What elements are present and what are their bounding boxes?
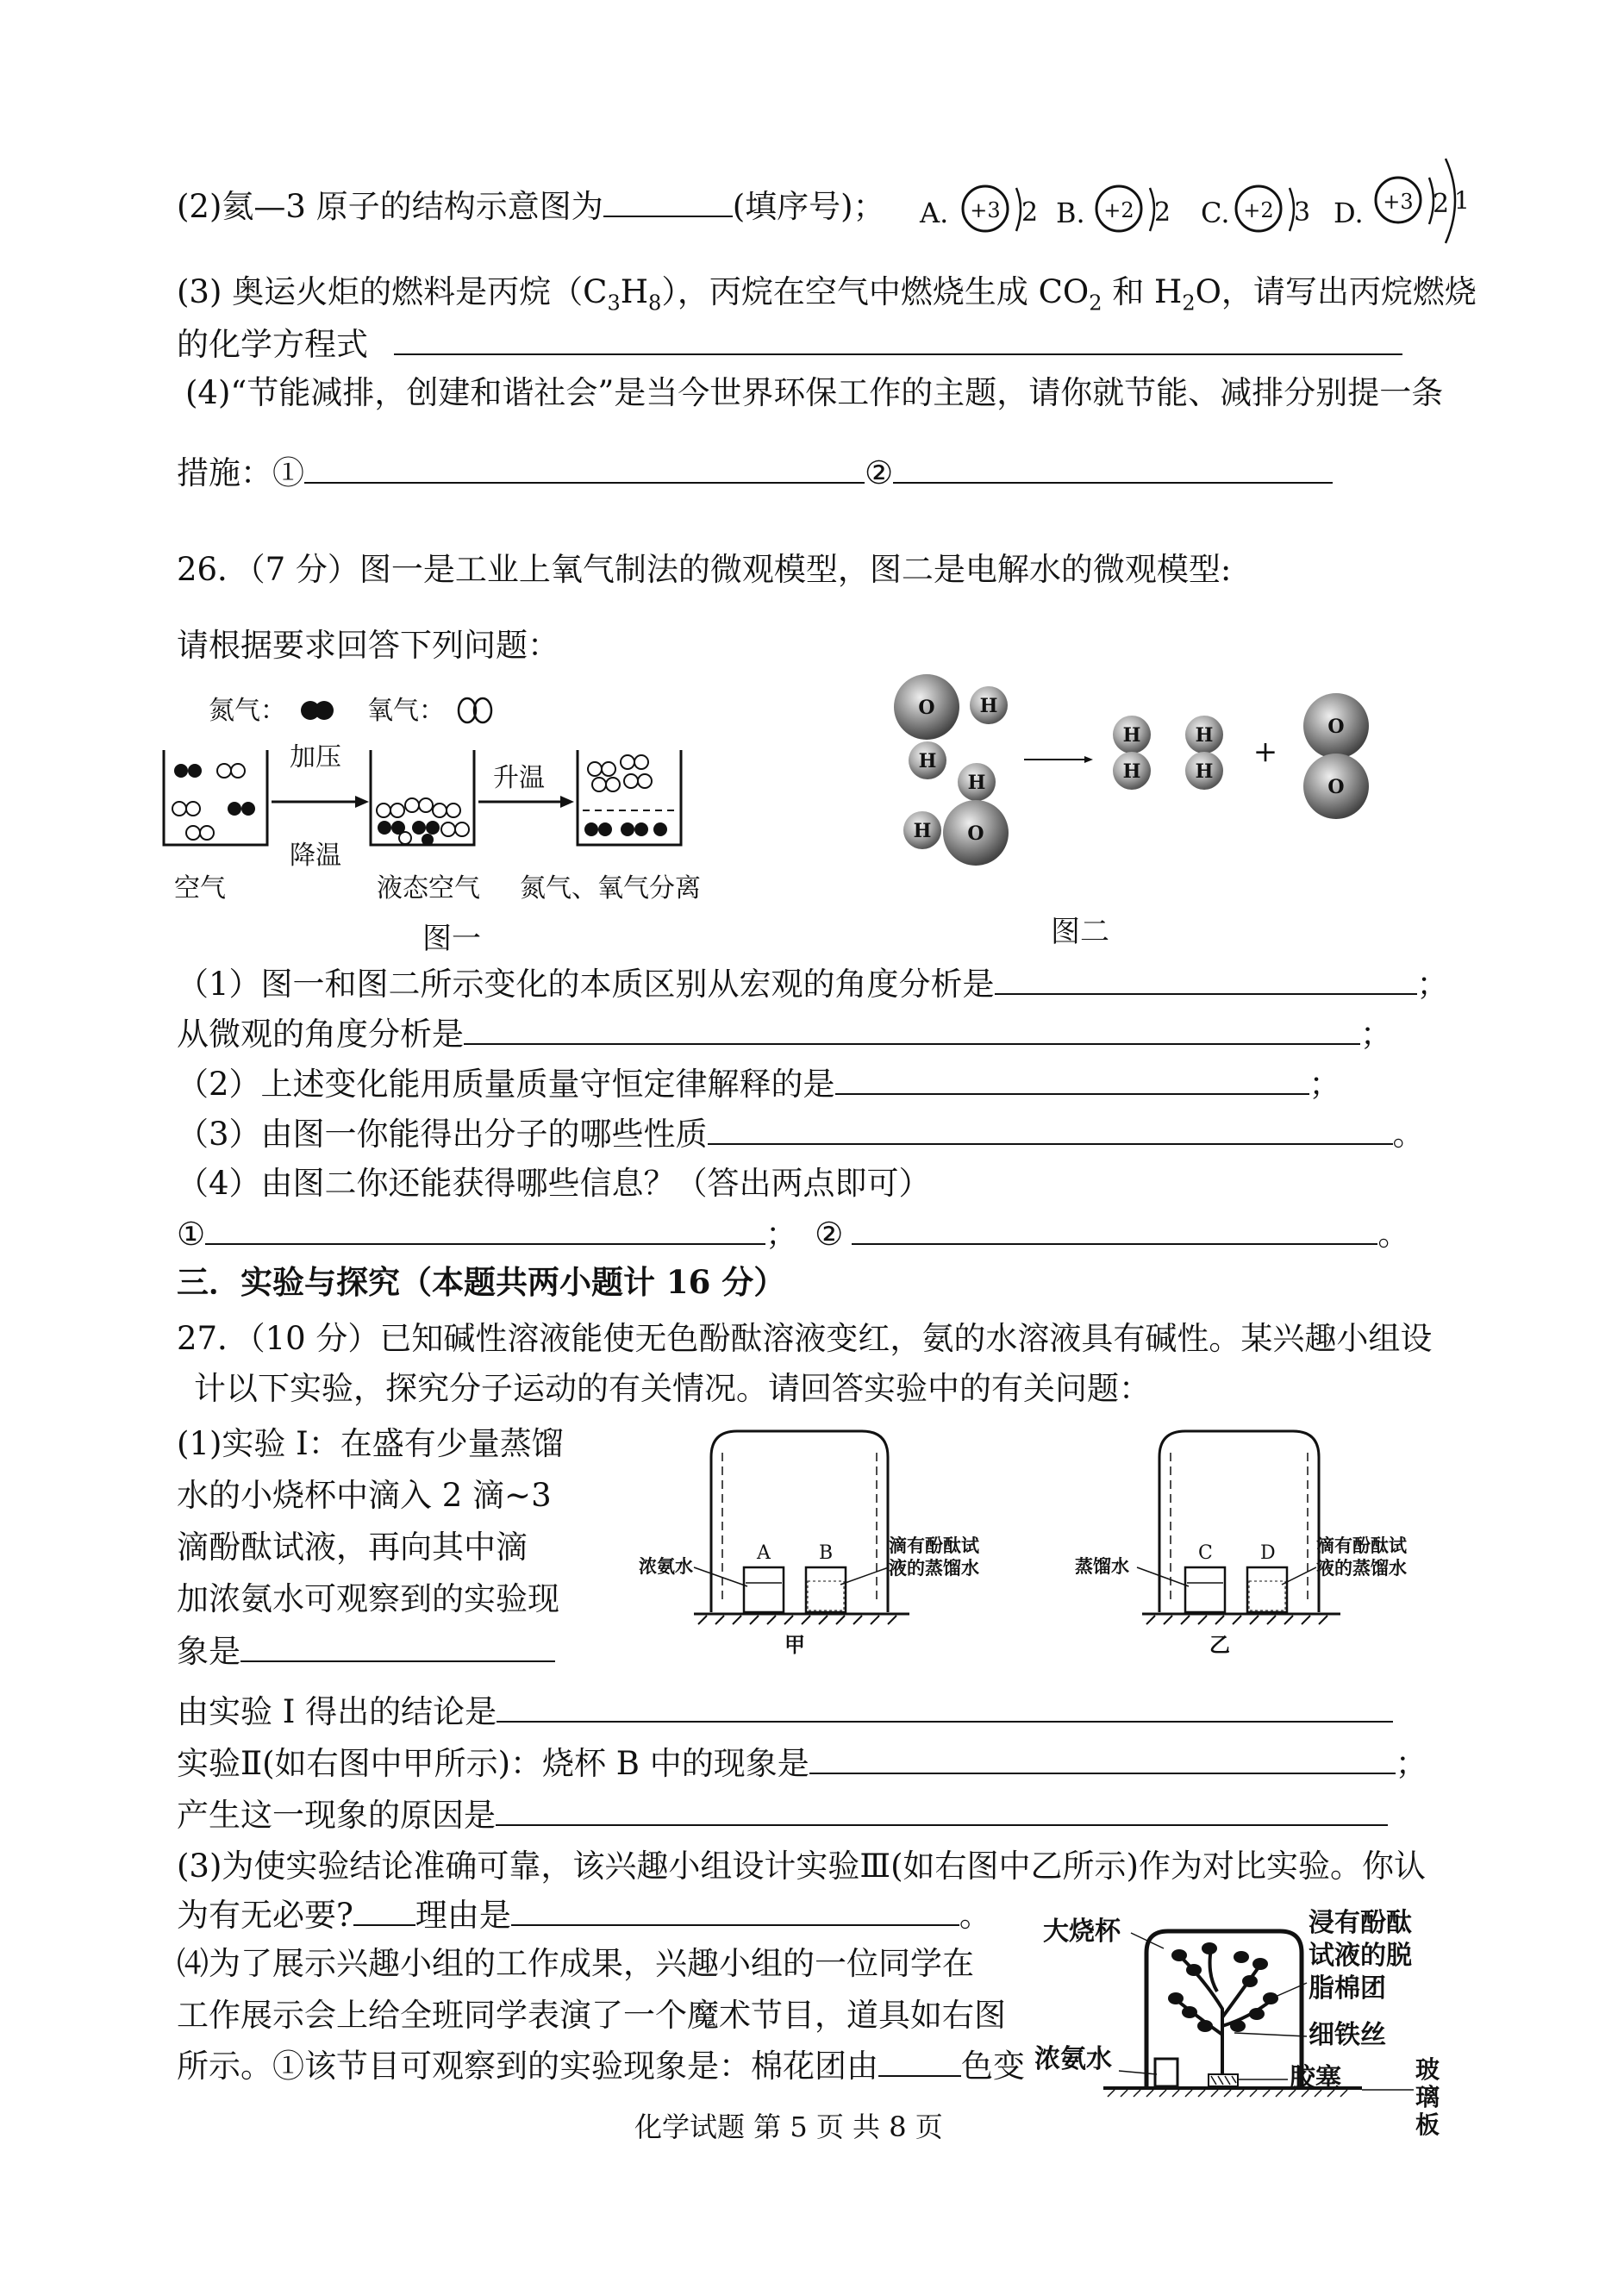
q27-part4-l2: 工作展示会上给全班同学表演了一个魔术节目，道具如右图: [177, 1997, 1006, 2034]
figure-2-caption: 图二: [1051, 915, 1109, 949]
svg-text:H: H: [1195, 760, 1214, 783]
q25-part3: (3) 奥运火炬的燃料是丙烷$(C_3H_8)$，丙烷在空气中燃烧生成 $CO_2$ 和 $H_2O$，请写出丙烷燃烧: [177, 273, 1477, 316]
q26-sub4: （4）由图二你还能获得哪些信息？（答出两点即可）: [177, 1165, 931, 1202]
q27-part1-l3: 滴酚酞试液，再向其中滴: [177, 1529, 528, 1566]
q27-part3-l1: (3)为使实验结论准确可靠，该兴趣小组设计实验Ⅲ(如右图中乙所示)作为对比实验。你认: [177, 1848, 1426, 1885]
q27-intro-1: 27．（10 分）已知碱性溶液能使无色酚酞溶液变红，氨的水溶液具有碱性。某兴趣小组设: [177, 1320, 1433, 1357]
q27-part1-l1: (1)实验 I：在盛有少量蒸馏: [177, 1425, 564, 1462]
q26-title: 26．（7 分）图一是工业上氧气制法的微观模型，图二是电解水的微观模型:: [177, 551, 1232, 588]
atom-letter: B.: [1056, 197, 1085, 229]
figure-2-water-electrolysis: [871, 672, 1474, 957]
svg-text:D: D: [1260, 1542, 1276, 1564]
svg-text:玻: 玻: [1415, 2055, 1440, 2084]
figure-1-oxygen-industrial: [155, 681, 741, 957]
svg-text:浸有酚酞: 浸有酚酞: [1309, 1908, 1412, 1938]
svg-text:胶塞: 胶塞: [1290, 2063, 1341, 2093]
svg-text:1: 1: [1454, 186, 1470, 215]
svg-text:O: O: [1327, 776, 1345, 798]
svg-text:空气: 空气: [174, 873, 226, 904]
answer-blank[interactable]: [809, 1743, 1396, 1774]
answer-blank[interactable]: [497, 1692, 1393, 1723]
svg-text:板: 板: [1415, 2111, 1440, 2139]
q27-conclusion: 由实验 I 得出的结论是: [177, 1692, 1393, 1732]
svg-text:O: O: [1327, 716, 1345, 738]
svg-text:2: 2: [1021, 197, 1039, 228]
atom-structure-options: [909, 147, 1478, 259]
svg-text:H: H: [1195, 724, 1214, 747]
svg-text:3: 3: [1294, 197, 1311, 228]
svg-text:H: H: [918, 750, 937, 772]
atom-letter: D.: [1334, 197, 1364, 229]
water-molecule-1: [894, 674, 1008, 779]
atom-letter: A.: [920, 197, 949, 229]
svg-text:2: 2: [1154, 197, 1171, 228]
answer-blank[interactable]: [511, 1895, 959, 1926]
equation-blank[interactable]: [394, 324, 1402, 355]
svg-text:试液的脱: 试液的脱: [1309, 1941, 1412, 1971]
q26-sub4-answers: ① ； ② 。: [177, 1216, 1410, 1253]
answer-blank[interactable]: [205, 1214, 765, 1245]
q27-part4-l1: ⑷为了展示兴趣小组的工作成果，兴趣小组的一位同学在: [177, 1945, 974, 1982]
liquid-air-molecules: [377, 798, 469, 846]
answer-blank[interactable]: [496, 1795, 1388, 1826]
svg-text:O: O: [918, 697, 935, 719]
svg-text:液的蒸馏水: 液的蒸馏水: [889, 1557, 979, 1579]
svg-text:浓氨水: 浓氨水: [639, 1555, 693, 1577]
q27-exp2: 实验Ⅱ(如右图中甲所示)：烧杯 B 中的现象是 ；: [177, 1745, 1427, 1782]
answer-blank[interactable]: [835, 1064, 1309, 1095]
atom-option-c: [1201, 186, 1310, 231]
svg-text:脂棉团: 脂棉团: [1309, 1973, 1386, 2004]
svg-text:升温: 升温: [493, 763, 545, 793]
atom-letter: C.: [1201, 197, 1230, 229]
legend-oxygen: 氧气：: [367, 696, 445, 726]
answer-blank[interactable]: [995, 964, 1417, 995]
svg-text:A: A: [757, 1542, 771, 1564]
q27-part1-l5: 象是: [177, 1631, 555, 1672]
q27-part4-l3: 所示。①该节目可观察到的实验现象是：棉花团由 色变: [177, 2048, 1025, 2085]
q27-reason: 产生这一现象的原因是: [177, 1795, 1388, 1835]
answer-blank[interactable]: [603, 186, 733, 217]
svg-text:H: H: [1122, 724, 1141, 747]
svg-text:H: H: [1122, 760, 1141, 783]
measure-blank-1[interactable]: [304, 453, 865, 484]
svg-text:+3: +3: [1383, 190, 1414, 214]
q27-part1-l4: 加浓氨水可观察到的实验现: [177, 1580, 559, 1617]
measure-blank-2[interactable]: [893, 453, 1333, 484]
atom-option-a: [919, 186, 1038, 231]
svg-text:蒸馏水: 蒸馏水: [1075, 1555, 1129, 1577]
svg-text:+: +: [1252, 735, 1278, 769]
svg-text:2: 2: [1433, 189, 1450, 219]
svg-text:液的蒸馏水: 液的蒸馏水: [1316, 1557, 1407, 1579]
q26-sub1: （1）图一和图二所示变化的本质区别从宏观的角度分析是 ；: [177, 966, 1449, 1003]
water-molecule-2: [903, 763, 1009, 866]
svg-text:B: B: [819, 1542, 834, 1564]
svg-text:降温: 降温: [290, 841, 341, 871]
page-footer: 化学试题 第 5 页 共 8 页: [634, 2111, 943, 2143]
answer-blank[interactable]: [353, 1895, 415, 1926]
air-molecules: [172, 764, 255, 840]
answer-blank[interactable]: [240, 1631, 555, 1662]
q27-intro-2: 计以下实验，探究分子运动的有关情况。请回答实验中的有关问题：: [194, 1370, 1151, 1407]
q26-sub1-micro: 从微观的角度分析是 ；: [177, 1016, 1392, 1053]
atom-option-b: [1056, 186, 1171, 231]
answer-blank[interactable]: [878, 2046, 961, 2077]
svg-text:滴有酚酞试: 滴有酚酞试: [889, 1535, 979, 1556]
atom-option-d: [1334, 159, 1470, 243]
svg-text:滴有酚酞试: 滴有酚酞试: [1316, 1535, 1407, 1556]
hydrogen-molecules: [1113, 716, 1223, 790]
q27-part1-l2: 水的小烧杯中滴入 2 滴~3: [177, 1477, 552, 1514]
svg-text:液态空气: 液态空气: [377, 873, 480, 904]
svg-text:璃: 璃: [1415, 2083, 1440, 2111]
magic-show-figure: [1034, 1905, 1448, 2233]
svg-text:细铁丝: 细铁丝: [1309, 2020, 1386, 2050]
svg-text:+2: +2: [1243, 198, 1274, 222]
svg-text:乙: 乙: [1209, 1632, 1230, 1657]
q25-part4-line2: 措施：① ②: [177, 453, 1333, 493]
figure-yi: [1075, 1431, 1408, 1657]
q26-sub2: （2）上述变化能用质量质量守恒定律解释的是 ；: [177, 1066, 1341, 1103]
oxygen-molecule: [1303, 693, 1369, 819]
svg-text:H: H: [967, 772, 986, 794]
q27-part3-l2: 为有无必要? 理由是 。: [177, 1897, 991, 1934]
svg-text:浓氨水: 浓氨水: [1034, 2044, 1112, 2074]
section-3-title: 三．实验与探究（本题共两小题计 16 分）: [177, 1263, 786, 1301]
svg-text:加压: 加压: [290, 742, 341, 772]
svg-text:+2: +2: [1103, 198, 1134, 222]
svg-text:+3: +3: [970, 198, 1001, 222]
svg-text:H: H: [913, 820, 932, 842]
svg-text:C: C: [1198, 1542, 1213, 1564]
experiment-figures: [634, 1414, 1496, 1664]
svg-text:O: O: [967, 822, 984, 845]
figure-1-caption: 图一: [422, 922, 481, 956]
q25-part3-line2: 的化学方程式: [177, 324, 1402, 365]
figure-jia: [639, 1431, 980, 1657]
separated-molecules: [583, 755, 676, 836]
q25-part4: (4)“节能减排，创建和谐社会”是当今世界环保工作的主题，请你就节能、减排分别提一条: [185, 374, 1444, 411]
svg-text:氮气、氧气分离: 氮气、氧气分离: [520, 873, 701, 904]
q26-sub3: （3）由图一你能得出分子的哪些性质 。: [177, 1116, 1425, 1153]
answer-blank[interactable]: [852, 1214, 1377, 1245]
svg-text:大烧杯: 大烧杯: [1043, 1917, 1121, 1947]
legend-nitrogen: 氮气：: [209, 696, 286, 726]
answer-blank[interactable]: [708, 1114, 1393, 1145]
answer-blank[interactable]: [464, 1014, 1360, 1045]
svg-text:H: H: [979, 695, 998, 717]
svg-text:甲: 甲: [784, 1632, 805, 1657]
q26-intro: 请根据要求回答下列问题：: [177, 627, 559, 664]
q25-part2: (2)氦—3 原子的结构示意图为 (填序号)；: [177, 188, 885, 225]
